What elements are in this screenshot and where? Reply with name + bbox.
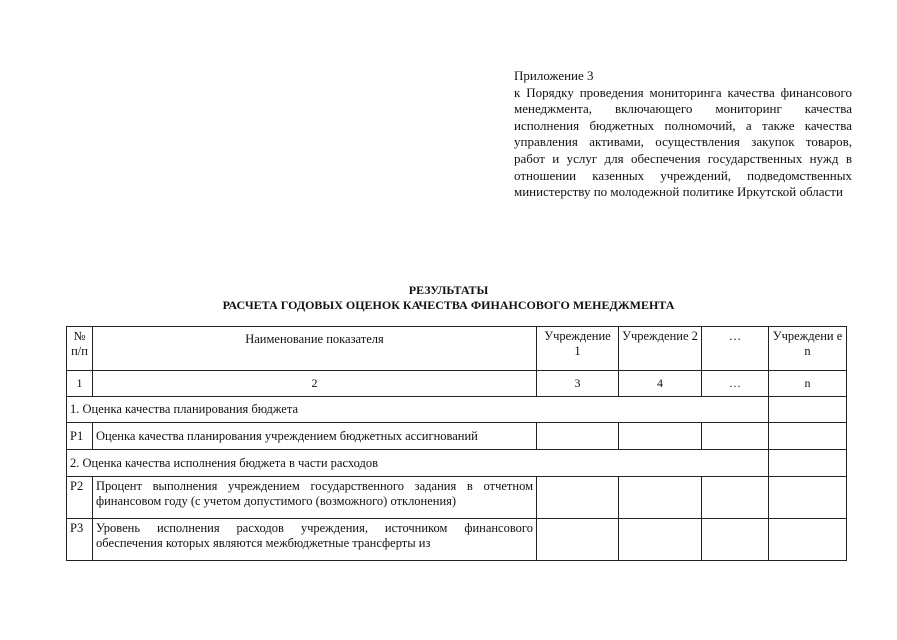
section-2-title: 2. Оценка качества исполнения бюджета в части расходов [67, 450, 769, 477]
header-dots: … [702, 327, 769, 371]
p3-code: Р3 [67, 519, 93, 561]
p1-name: Оценка качества планирования учреждением бюджетных ассигнований [93, 423, 537, 450]
heading-line-2: РАСЧЕТА ГОДОВЫХ ОЦЕНОК КАЧЕСТВА ФИНАНСОВОГО МЕНЕДЖМЕНТА [222, 297, 675, 312]
header-inst-n: Учреждени е n [769, 327, 847, 371]
p1-dots [702, 423, 769, 450]
index-cell-6: n [769, 371, 847, 397]
index-row [67, 371, 847, 397]
p1-inst-2 [619, 423, 702, 450]
p2-inst-1 [537, 477, 619, 519]
p2-code: Р2 [67, 477, 93, 519]
header-row [67, 327, 847, 371]
section-1-title: 1. Оценка качества планирования бюджета [67, 397, 769, 423]
header-name: Наименование показателя [93, 327, 537, 371]
section-row-1 [67, 397, 847, 423]
p2-inst-2 [619, 477, 702, 519]
p2-inst-n [769, 477, 847, 519]
p1-inst-1 [537, 423, 619, 450]
p2-dots [702, 477, 769, 519]
p3-name: Уровень исполнения расходов учреждения, источником финансового обеспечения которых являются межбюджетные трансферты из [93, 519, 537, 561]
index-cell-3: 3 [537, 371, 619, 397]
section-1-empty [769, 397, 847, 423]
index-cell-5: … [702, 371, 769, 397]
p2-name: Процент выполнения учреждением государственного задания в отчетном финансовом году (с учетом допустимого (возможного) отклонения) [93, 477, 537, 519]
section-row-2 [67, 450, 847, 477]
p1-code: Р1 [67, 423, 93, 450]
indicator-row-p2 [67, 477, 847, 519]
appendix-text: к Порядку проведения мониторинга качества финансового менеджмента, включающего мониторинг качества исполнения бюджетных полномочий, а также качества управления активами, осуществления закупок товаров, работ и услуг для обеспечения государственных нужд в отношении казенных учреждений, подведомственных министерству по молодежной политике Иркутской области [514, 84, 852, 200]
indicator-row-p1 [67, 423, 847, 450]
index-cell-2: 2 [93, 371, 537, 397]
indicator-row-p3 [67, 519, 847, 561]
p1-inst-n [769, 423, 847, 450]
appendix-title: Приложение 3 [514, 68, 594, 83]
p3-dots [702, 519, 769, 561]
header-num: № п/п [67, 327, 93, 371]
header-inst-2: Учреждение 2 [619, 327, 702, 371]
p3-inst-1 [537, 519, 619, 561]
appendix-note [514, 68, 852, 201]
document-heading [0, 283, 897, 312]
p3-inst-n [769, 519, 847, 561]
results-table [66, 326, 847, 561]
p3-inst-2 [619, 519, 702, 561]
index-cell-1: 1 [67, 371, 93, 397]
header-inst-1: Учреждение 1 [537, 327, 619, 371]
section-2-empty [769, 450, 847, 477]
index-cell-4: 4 [619, 371, 702, 397]
heading-line-1: РЕЗУЛЬТАТЫ [408, 283, 489, 297]
